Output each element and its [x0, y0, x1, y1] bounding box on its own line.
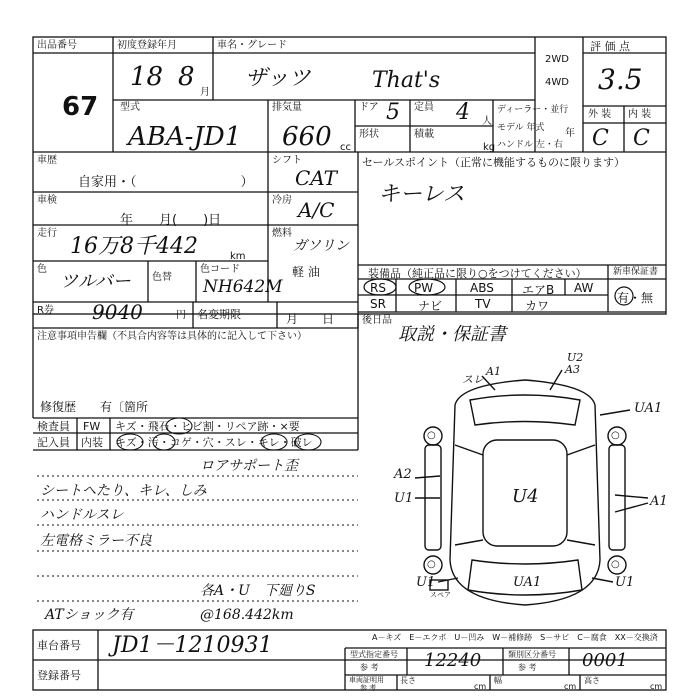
grade: That's	[372, 68, 441, 93]
sales-point-value: キーレス	[378, 182, 465, 207]
doors: 5	[386, 100, 400, 125]
name-change-value: 月 日	[286, 312, 335, 326]
eq-tv: TV	[475, 297, 491, 311]
label-rear-install: 後日品	[362, 315, 392, 326]
yen-unit: 円	[176, 310, 186, 321]
mark-u2: U2	[567, 351, 584, 364]
remark-at-shock: ATショック有	[45, 607, 134, 623]
month-unit: 月	[200, 87, 210, 98]
label-model-code: 型式	[120, 102, 140, 113]
aircon-value: A/C	[298, 198, 335, 222]
kg-unit: kg	[483, 142, 496, 153]
mark-ua1-right: UA1	[634, 401, 663, 416]
interior-grade: C	[633, 126, 650, 151]
mark-u4-roof: U4	[512, 486, 539, 507]
label-chassis-no: 車台番号	[37, 639, 81, 652]
label-ref-1: 参 考	[360, 663, 379, 672]
mark-u1-rear-right: U1	[615, 575, 635, 590]
label-doors: ドア	[359, 102, 379, 113]
o-mark-rl: ○	[427, 559, 436, 570]
label-2wd: 2WD	[545, 54, 569, 65]
remark-handle: ハンドルスレ	[40, 507, 124, 523]
label-fuel: 燃料	[272, 228, 292, 239]
mark-a3: A3	[565, 363, 580, 376]
label-lot-no: 出品番号	[37, 40, 77, 51]
remark-odometer: @168.442km	[200, 607, 294, 623]
label-sales-point: セールスポイント（正常に機能するものに限ります）	[362, 156, 626, 169]
label-color-code: 色コード	[200, 264, 240, 275]
label-reg-no: 登録番号	[37, 669, 81, 682]
label-model-name: 車名・グレード	[217, 40, 287, 51]
year-unit: 年	[565, 128, 575, 139]
label-first-reg: 初度登録年月	[117, 40, 177, 51]
label-dealer: ディーラー・並行	[497, 105, 569, 115]
cc-unit: cc	[340, 142, 351, 153]
capacity: 4	[456, 100, 470, 125]
fuel-value: ガソリン	[293, 238, 349, 254]
label-equipment: 装備品（純正品に限り○をつけてください）	[368, 267, 587, 280]
history-value: 自家用・（ ）	[78, 175, 254, 190]
eq-airbag: エアB	[522, 283, 555, 297]
remark-underbody: 各A・U 下廻りS	[200, 583, 316, 599]
label-4wd: 4WD	[545, 77, 569, 88]
o-mark-fl: ○	[427, 430, 436, 441]
eq-abs: ABS	[470, 281, 494, 295]
km-unit: km	[230, 251, 246, 262]
label-capacity: 定員	[414, 102, 434, 113]
legend: A－キズ E－エクボ U－凹み W－補修跡 S－サビ C－腐食 XX－交換済	[372, 633, 658, 642]
label-shape: 形状	[359, 129, 379, 140]
cm-2: cm	[564, 682, 577, 691]
chassis-no: JD1－1210931	[112, 633, 273, 658]
label-history: 車歴	[37, 155, 57, 166]
mileage: 16万8千442	[70, 234, 198, 259]
label-ref-3: 参 考	[360, 684, 377, 692]
color-code: NH642M	[203, 277, 283, 297]
mark-a1-right: A1	[650, 494, 668, 509]
label-recycle: R券	[37, 305, 54, 316]
displacement: 660	[282, 122, 332, 152]
label-name-change: 名変期限	[197, 308, 241, 321]
remark-mirror: 左電格ミラー不良	[40, 533, 152, 549]
model-code: ABA-JD1	[128, 122, 242, 152]
model-name: ザッツ	[245, 66, 311, 91]
shift-value: CAT	[295, 166, 337, 190]
mark-u1-rear-left: U1	[416, 575, 436, 590]
label-category: 類別区分番号	[508, 650, 556, 659]
label-loading: 積載	[414, 129, 434, 140]
label-color: 色	[37, 264, 47, 275]
remark-lower-support: ロアサポート歪	[200, 458, 298, 474]
label-recorder: 記入員	[37, 436, 70, 449]
lot-number: 67	[62, 92, 99, 122]
label-fw: FW	[83, 420, 101, 433]
eq-navi: ナビ	[418, 299, 443, 313]
warranty-options: 有・無	[617, 291, 654, 305]
eq-aw: AW	[574, 281, 594, 295]
rating-value: 3.5	[598, 63, 643, 96]
mark-a1-top: A1	[486, 365, 501, 378]
label-notes: 注意事項申告欄（不具合内容等は具体的に記入して下さい）	[37, 331, 307, 342]
label-height: 高さ	[584, 676, 600, 685]
label-ref-2: 参 考	[518, 663, 537, 672]
label-handle: ハンドル 左・右	[497, 140, 563, 150]
label-spare: スペア	[430, 591, 451, 599]
mark-scratch: スレ	[462, 373, 484, 386]
repair-history: 修復歴 有〔箇所	[40, 400, 149, 414]
label-model-year: モデル 年式	[497, 123, 545, 133]
label-shift: シフト	[272, 155, 302, 166]
label-length: 長さ	[400, 676, 416, 685]
rear-install-value: 取説・保証書	[398, 324, 506, 345]
shaken-value: 年 月( )日	[120, 213, 222, 228]
label-dims: 車両証明用	[349, 676, 384, 684]
mark-u1-left: U1	[394, 491, 414, 506]
label-exterior: 外 装	[588, 109, 612, 120]
label-shaken: 車検	[37, 195, 57, 206]
first-reg-month: 8	[178, 62, 195, 92]
eq-pw: PW	[414, 281, 434, 295]
exterior-grade: C	[592, 126, 609, 151]
mark-a2: A2	[394, 467, 412, 482]
label-inspector: 検査員	[37, 420, 70, 433]
remark-seat: シートヘたり、キレ、しみ	[40, 483, 207, 499]
recycle-value: 9040	[92, 300, 143, 324]
fuel-light: 軽 油	[292, 265, 320, 279]
label-mileage: 走行	[37, 228, 57, 239]
fw-text: キズ・飛石・ヒビ割・リペア跡・×要	[115, 420, 300, 433]
label-displacement: 排気量	[272, 102, 302, 113]
mark-ua1-rear: UA1	[513, 575, 542, 590]
label-warranty: 新車保証書	[613, 267, 659, 277]
o-mark-fr: ○	[611, 430, 620, 441]
cm-1: cm	[474, 682, 487, 691]
label-interior: 内 装	[628, 109, 652, 120]
color-value: ツルバー	[60, 271, 131, 292]
eq-leather: カワ	[525, 299, 550, 313]
label-color-change: 色替	[152, 272, 172, 283]
label-interior-short: 内装	[81, 436, 103, 449]
o-mark-rr: ○	[611, 559, 620, 570]
cm-3: cm	[650, 682, 663, 691]
label-width: 幅	[494, 676, 502, 685]
label-aircon: 冷房	[272, 195, 292, 206]
type-designation: 12240	[424, 650, 482, 671]
interior-text: キズ・汚・コゲ・穴・スレ・キレ・破レ	[115, 436, 313, 449]
person-unit: 人	[482, 116, 492, 127]
eq-sr: SR	[370, 297, 386, 311]
label-type-designation: 型式指定番号	[350, 650, 398, 659]
eq-rs: RS	[370, 281, 386, 295]
label-rating: 評 価 点	[590, 40, 630, 53]
first-reg-year: 18	[130, 62, 164, 92]
category: 0001	[582, 650, 628, 671]
